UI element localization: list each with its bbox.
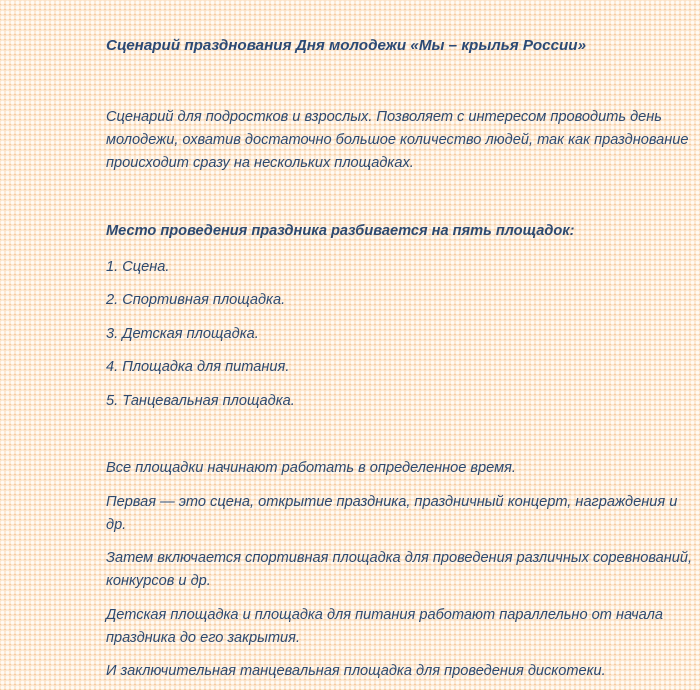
body-paragraph: Детская площадка и площадка для питания работают параллельно от начала праздника до его закрытия. xyxy=(106,607,663,646)
site-item: 1. Сцена. xyxy=(106,259,170,275)
site-item: 4. Площадка для питания. xyxy=(106,359,290,375)
site-item: 2. Спортивная площадка. xyxy=(106,292,286,308)
body-paragraph: Затем включается спортивная площадка для проведения различных соревнований, конкурсов и др. xyxy=(106,550,693,589)
body-paragraph: И заключительная танцевальная площадка для проведения дискотеки. xyxy=(106,663,606,679)
site-item: 3. Детская площадка. xyxy=(106,326,259,342)
body-paragraph: Все площадки начинают работать в определенное время. xyxy=(106,460,516,476)
intro-paragraph: Сценарий для подростков и взрослых. Позволяет с интересом проводить день молодежи, охватив достаточно большое количество людей, так как празднование происходит сразу на нескольких площадках. xyxy=(106,109,689,171)
sites-heading: Место проведения праздника разбивается на пять площадок: xyxy=(106,223,575,239)
body-paragraph: Первая — это сцена, открытие праздника, праздничный концерт, награждения и др. xyxy=(106,494,678,533)
site-item: 5. Танцевальная площадка. xyxy=(106,393,295,409)
document-title: Сценарий празднования Дня молодежи «Мы – крылья России» xyxy=(106,37,587,54)
